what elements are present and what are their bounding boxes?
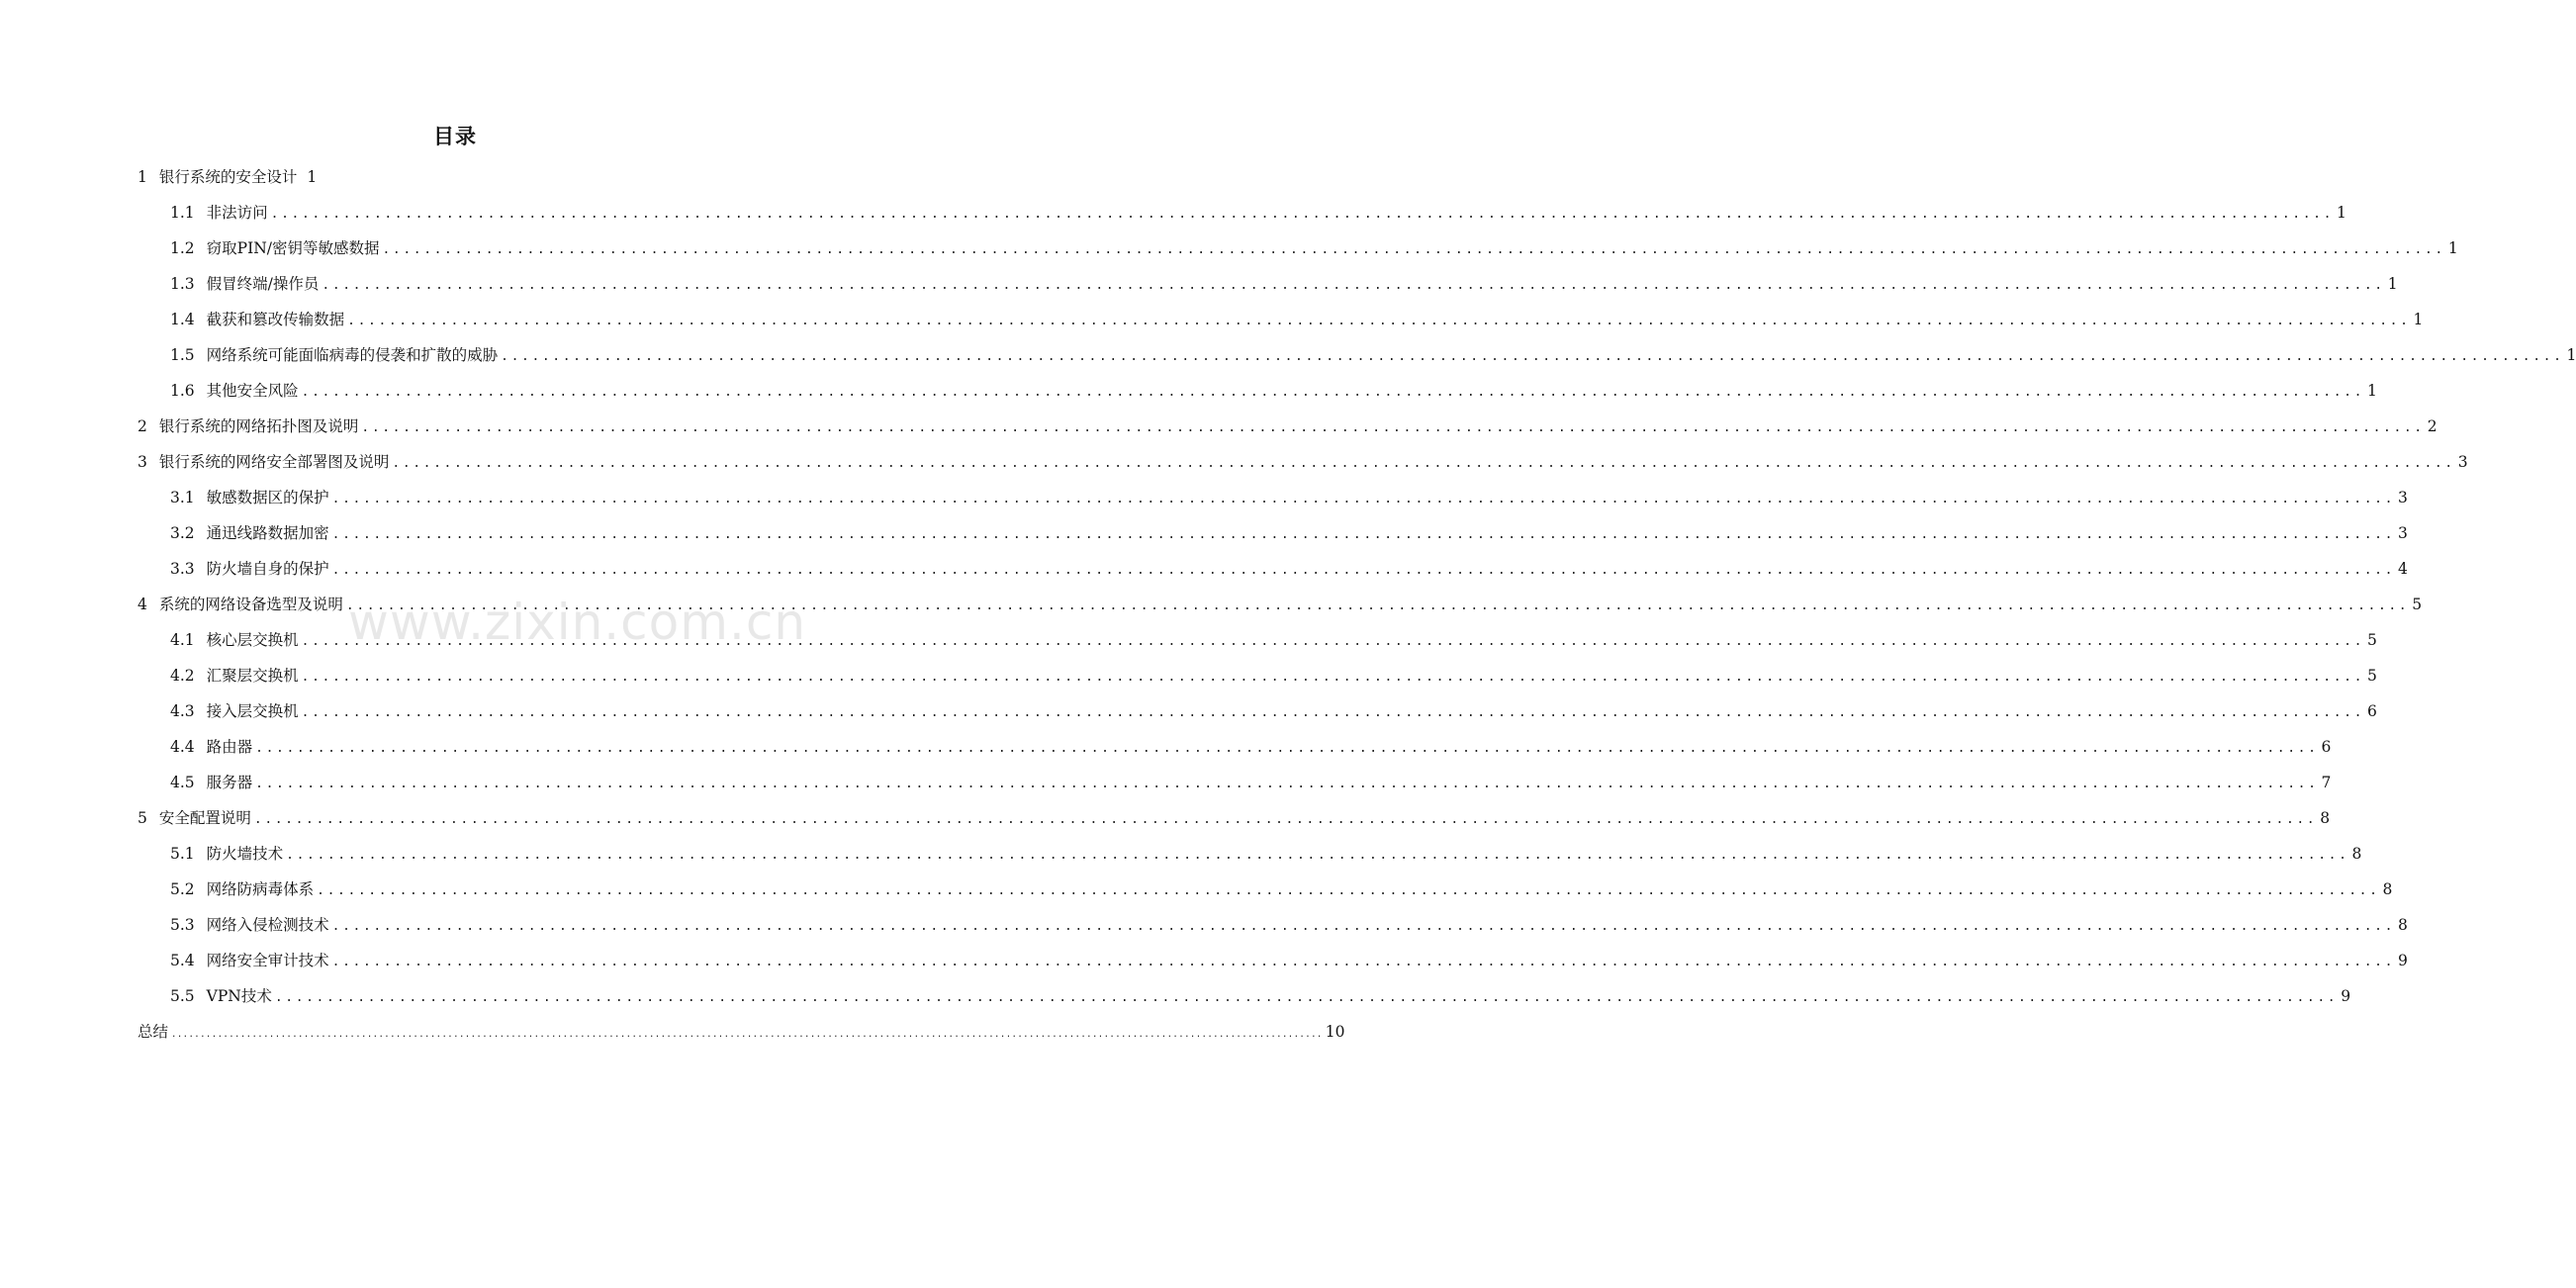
toc-entry-1-4[interactable] <box>170 305 2424 334</box>
toc-page-number: 3 <box>2398 524 2408 542</box>
toc-entry-1-5[interactable] <box>170 340 2576 370</box>
toc-entry-text: 银行系统的网络安全部署图及说明 <box>158 453 390 471</box>
toc-page-number: 1 <box>2337 204 2346 222</box>
toc-entry-number: 1.2 <box>170 239 195 257</box>
toc-entry-text: 网络安全审计技术 <box>206 952 329 969</box>
toc-leader-dots: ........................................................................................................................................................................................................ <box>331 527 2396 542</box>
toc-page-number: 2 <box>2427 417 2438 435</box>
toc-entry-text: 汇聚层交换机 <box>206 667 299 685</box>
toc-page-number: 3 <box>2398 489 2408 506</box>
toc-page-number: 4 <box>2398 560 2408 578</box>
toc-title: 目录 <box>433 125 477 148</box>
toc-leader-dots: ........................................................................................................................................................................................................ <box>331 955 2396 969</box>
toc-entry-1-1[interactable] <box>170 198 2346 228</box>
toc-entry-number: 1.6 <box>170 382 195 400</box>
toc-leader-dots: ........................................................................................................................................................................................................ <box>301 385 2365 400</box>
toc-page-number: 5 <box>2412 596 2423 613</box>
toc-entry-number: 5.1 <box>170 845 195 863</box>
toc-entry-number: 5.5 <box>170 987 195 1005</box>
toc-page-number: 1 <box>307 168 318 186</box>
toc-leader-dots: ........................................................................................................................................................................................................ <box>253 812 2318 827</box>
toc-entry-number: 3.1 <box>170 489 195 506</box>
toc-entry-number: 5.3 <box>170 916 195 934</box>
toc-leader-dots: ........................................................................................................................................................................................................ <box>317 883 2380 898</box>
toc-entry-text: 总结 <box>138 1023 169 1041</box>
toc-entry-5-2[interactable] <box>170 874 2393 904</box>
toc-leader-dots: ........................................................................................................................................................................................................ <box>270 207 2335 222</box>
toc-entry-text: VPN技术 <box>206 987 272 1005</box>
toc-entry-text: 银行系统的网络拓扑图及说明 <box>158 417 359 435</box>
toc-page-number: 8 <box>2398 916 2408 934</box>
toc-entry-summary[interactable] <box>138 1017 1345 1047</box>
toc-page-number: 1 <box>2566 346 2576 364</box>
toc-page-number: 7 <box>2321 774 2332 791</box>
toc-entry-number: 4.5 <box>170 774 195 791</box>
toc-entry-text: 网络入侵检测技术 <box>206 916 329 934</box>
toc-page-number: 1 <box>2387 275 2398 293</box>
toc-entry-5[interactable] <box>138 803 2331 833</box>
toc-entry-number: 3.2 <box>170 524 195 542</box>
toc-leader-dots: ........................................................................................................................................................................................................ <box>331 492 2396 506</box>
toc-entry-3[interactable] <box>138 447 2468 477</box>
toc-entry-1-3[interactable] <box>170 269 2398 299</box>
toc-entry-number: 5.4 <box>170 952 195 969</box>
toc-leader-dots: ........................................................................................................................................................................................................ <box>501 349 2564 364</box>
toc-entry-text: 银行系统的安全设计 <box>158 168 298 186</box>
toc-page-number: 10 <box>1325 1023 1345 1041</box>
toc-page-number: 6 <box>2321 738 2332 756</box>
toc-page-number: 5 <box>2367 631 2377 649</box>
toc-leader-dots: ........................................................................................................................................................................................................ <box>274 990 2339 1005</box>
toc-entry-text: 假冒终端/操作员 <box>206 275 320 293</box>
toc-entry-text: 网络防病毒体系 <box>206 880 315 898</box>
toc-entry-1-2[interactable] <box>170 233 2458 263</box>
toc-entry-number: 1.4 <box>170 311 195 328</box>
toc-entry-1-6[interactable] <box>170 376 2377 406</box>
toc-page-number: 1 <box>2367 382 2377 400</box>
toc-leader-dots: ........................................................................................................................................................................................................ <box>301 705 2365 720</box>
toc-entry-text: 安全配置说明 <box>158 809 251 827</box>
toc-page-number: 9 <box>2398 952 2408 969</box>
toc-entry-text: 接入层交换机 <box>206 702 299 720</box>
toc-entry-5-3[interactable] <box>170 910 2408 940</box>
toc-leader-dots: ........................................................................................................................................................................................................ <box>331 919 2396 934</box>
toc-entry-number: 5 <box>138 809 147 827</box>
toc-page-number: 9 <box>2341 987 2351 1005</box>
toc-page-number: 3 <box>2457 453 2468 471</box>
toc-entry-number: 5.2 <box>170 880 195 898</box>
toc-entry-4-4[interactable] <box>170 732 2332 762</box>
toc-leader-dots: ........................................................................................................................................................................................................ <box>171 1030 1323 1040</box>
toc-entry-text: 防火墙自身的保护 <box>206 560 329 578</box>
toc-entry-text: 截获和篡改传输数据 <box>206 311 345 328</box>
toc-entry-text: 通迅线路数据加密 <box>206 524 329 542</box>
toc-page-number: 8 <box>2320 809 2331 827</box>
toc-entry-number: 4.3 <box>170 702 195 720</box>
toc-leader-dots: ........................................................................................................................................................................................................ <box>347 314 2411 328</box>
toc-entry-4-2[interactable] <box>170 661 2377 690</box>
toc-entry-number: 2 <box>138 417 147 435</box>
toc-entry-3-1[interactable] <box>170 483 2408 512</box>
toc-entry-number: 1 <box>138 168 147 186</box>
toc-leader-dots: ........................................................................................................................................................................................................ <box>301 634 2365 649</box>
toc-entry-text: 核心层交换机 <box>206 631 299 649</box>
toc-entry-5-1[interactable] <box>170 839 2362 869</box>
toc-entry-2[interactable] <box>138 412 2438 441</box>
toc-leader-dots: ........................................................................................................................................................................................................ <box>255 777 2319 791</box>
toc-leader-dots: ........................................................................................................................................................................................................ <box>301 670 2365 685</box>
toc-page-number: 8 <box>2382 880 2393 898</box>
toc-entry-text: 敏感数据区的保护 <box>206 489 329 506</box>
toc-entry-number: 4.1 <box>170 631 195 649</box>
toc-entry-number: 4.2 <box>170 667 195 685</box>
toc-entry-number: 1.1 <box>170 204 195 222</box>
watermark: www.zixin.com.cn <box>348 594 807 651</box>
toc-leader-dots: ........................................................................................................................................................................................................ <box>286 848 2349 863</box>
toc-entry-3-3[interactable] <box>170 554 2408 584</box>
toc-leader-dots: ........................................................................................................................................................................................................ <box>392 456 2455 471</box>
toc-page-number: 5 <box>2367 667 2377 685</box>
toc-entry-5-4[interactable] <box>170 946 2408 975</box>
toc-entry-number: 1.5 <box>170 346 195 364</box>
toc-entry-5-5[interactable] <box>170 981 2351 1011</box>
toc-entry-text: 系统的网络设备选型及说明 <box>158 596 343 613</box>
toc-entry-4[interactable] <box>138 590 2423 619</box>
toc-leader-dots: ........................................................................................................................................................................................................ <box>255 741 2319 756</box>
toc-entry-number: 3.3 <box>170 560 195 578</box>
toc-entry-1[interactable] <box>138 162 830 192</box>
toc-entry-text: 非法访问 <box>206 204 268 222</box>
toc-entry-4-5[interactable] <box>170 768 2332 797</box>
toc-entry-text: 防火墙技术 <box>206 845 284 863</box>
toc-leader-dots: ........................................................................................................................................................................................................ <box>382 242 2445 257</box>
toc-leader-dots: ........................................................................................................................................................................................................ <box>361 420 2425 435</box>
toc-page-number: 1 <box>2413 311 2424 328</box>
toc-entry-text: 其他安全风险 <box>206 382 299 400</box>
toc-entry-text: 路由器 <box>206 738 253 756</box>
toc-entry-text: 网络系统可能面临病毒的侵袭和扩散的威胁 <box>206 346 499 364</box>
toc-entry-text: 窃取PIN/密钥等敏感数据 <box>206 239 380 257</box>
toc-leader-dots: ........................................................................................................................................................................................................ <box>345 598 2410 613</box>
toc-entry-number: 1.3 <box>170 275 195 293</box>
toc-leader-dots: ........................................................................................................................................................................................................ <box>331 563 2396 578</box>
toc-entry-number: 3 <box>138 453 147 471</box>
toc-leader-dots: ........................................................................................................................................................................................................ <box>322 278 2385 293</box>
toc-entry-number: 4 <box>138 596 147 613</box>
toc-page-number: 8 <box>2351 845 2362 863</box>
toc-page-number: 6 <box>2367 702 2377 720</box>
toc-entry-3-2[interactable] <box>170 518 2408 548</box>
toc-entry-4-1[interactable] <box>170 625 2377 655</box>
toc-page-number: 1 <box>2447 239 2458 257</box>
toc-entry-text: 服务器 <box>206 774 253 791</box>
toc-entry-4-3[interactable] <box>170 696 2377 726</box>
toc-entry-number: 4.4 <box>170 738 195 756</box>
